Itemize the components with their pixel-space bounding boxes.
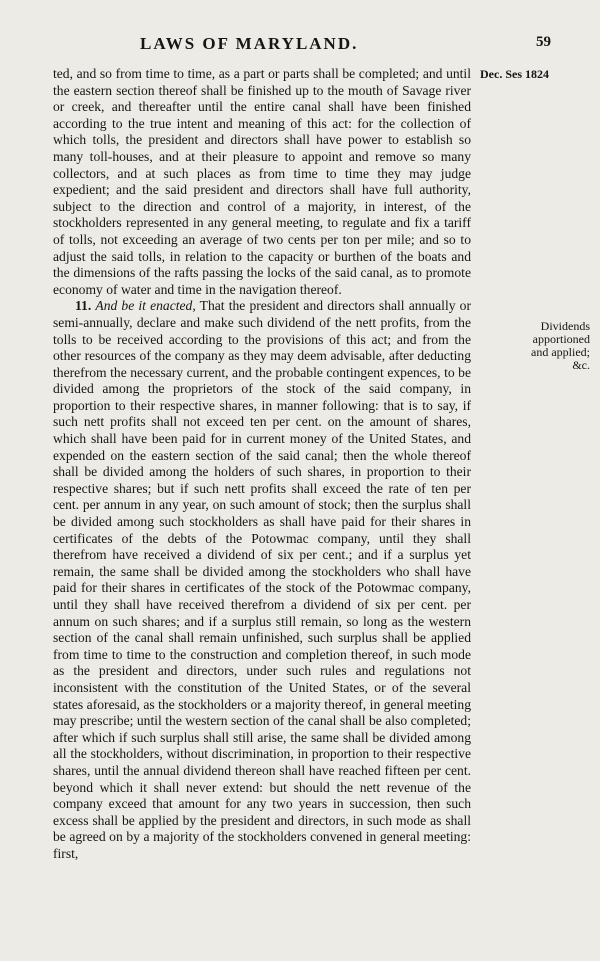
- body-text: [53, 66, 471, 863]
- margin-note-line: &c.: [572, 358, 590, 372]
- running-title: LAWS OF MARYLAND.: [140, 34, 359, 53]
- margin-note-line: and applied;: [531, 345, 590, 359]
- section-number: 11.: [75, 298, 92, 314]
- margin-note: [490, 320, 590, 372]
- page-header: [0, 30, 600, 58]
- enacting-clause: And be it enacted,: [95, 298, 196, 314]
- margin-session-date: Dec. Ses 1824: [480, 67, 549, 81]
- section-11-paragraph: [53, 298, 471, 862]
- section-11-text: That the president and directors shall annually or semi-annually, declare and make such dividend of the nett profits, from the tolls to be received according to the provisions of this act; and from the other resources of the company as they may deem advisable, after deducting therefrom the necessary current, and the probable contingent expences, to be divided among the proprietors of the stock of the said company, in proportion to their respective shares, in manner following: that is to say, if such nett profits shall not exceed ten per cent. on the amount of shares, which shall have been paid for in current money of the United States, and expended on the eastern section of the said canal; then the whole thereof shall be divided among the holders of such shares, in proportion to their respective shares; but if such nett profits shall exceed the rate of ten per cent. per annum in any year, on such amount of stock; then the surplus shall be divided among such stockholders as shall have paid for their shares in certificates of the debts of the Potowmac company, until they shall therefrom have received a dividend of six per cent.; and if a surplus yet remain, the same shall be divided among the stockholders who shall have paid for their shares in certificates of the stock of the Potowmac company, until they shall have received therefrom a dividend of six per cent. per annum on such shares; and if a surplus still remain, so long as the western section of the canal shall remain unfinished, such surplus shall be applied from time to time to the construction and completion thereof, in such mode as the president and directors, under such rules and regulations not inconsistent with the constitution of the United States, or of the several states aforesaid, as the stockholders or a majority thereof, in general meeting may prescribe; until the western section of the canal shall be also completed; after which if such surplus shall still arise, the same shall be divided among all the stockholders, without discrimination, in proportion to their respective shares, until the annual dividend thereon shall have reached fifteen per cent. beyond which it shall never extend: but should the nett revenue of the company exceed that amount for any two years in succession, then such excess shall be applied by the president and directors, in such mode as shall be agreed on by a majority of the stockholders convened in general meeting: first,: [53, 298, 471, 861]
- margin-note-line: apportioned: [532, 332, 590, 346]
- margin-note-line: Dividends: [540, 319, 590, 333]
- paragraph-continued: ted, and so from time to time, as a part or parts shall be completed; and until the eastern section thereof shall be finished up to the mouth of Savage river or creek, and thereafter until the entire canal shall have been finished according to the true intent and meaning of this act: for the collection of which tolls, the president and directors shall have power to establish so many toll-houses, and at their pleasure to appoint and remove so many collectors, and at such places as from time to time they may judge expedient; and the said president and directors shall have full authority, subject to the direction and control of a majority, in interest, of the stockholders represented in any general meeting, to regulate and fix a tariff of tolls, not exceeding an average of two cents per ton per mile; and so to adjust the said tolls, in relation to the capacity or burthen of the boats and the dimensions of the rafts passing the locks of the said canal, as to promote economy of water and time in the navigation thereof.: [53, 66, 471, 297]
- page-number: 59: [536, 34, 551, 50]
